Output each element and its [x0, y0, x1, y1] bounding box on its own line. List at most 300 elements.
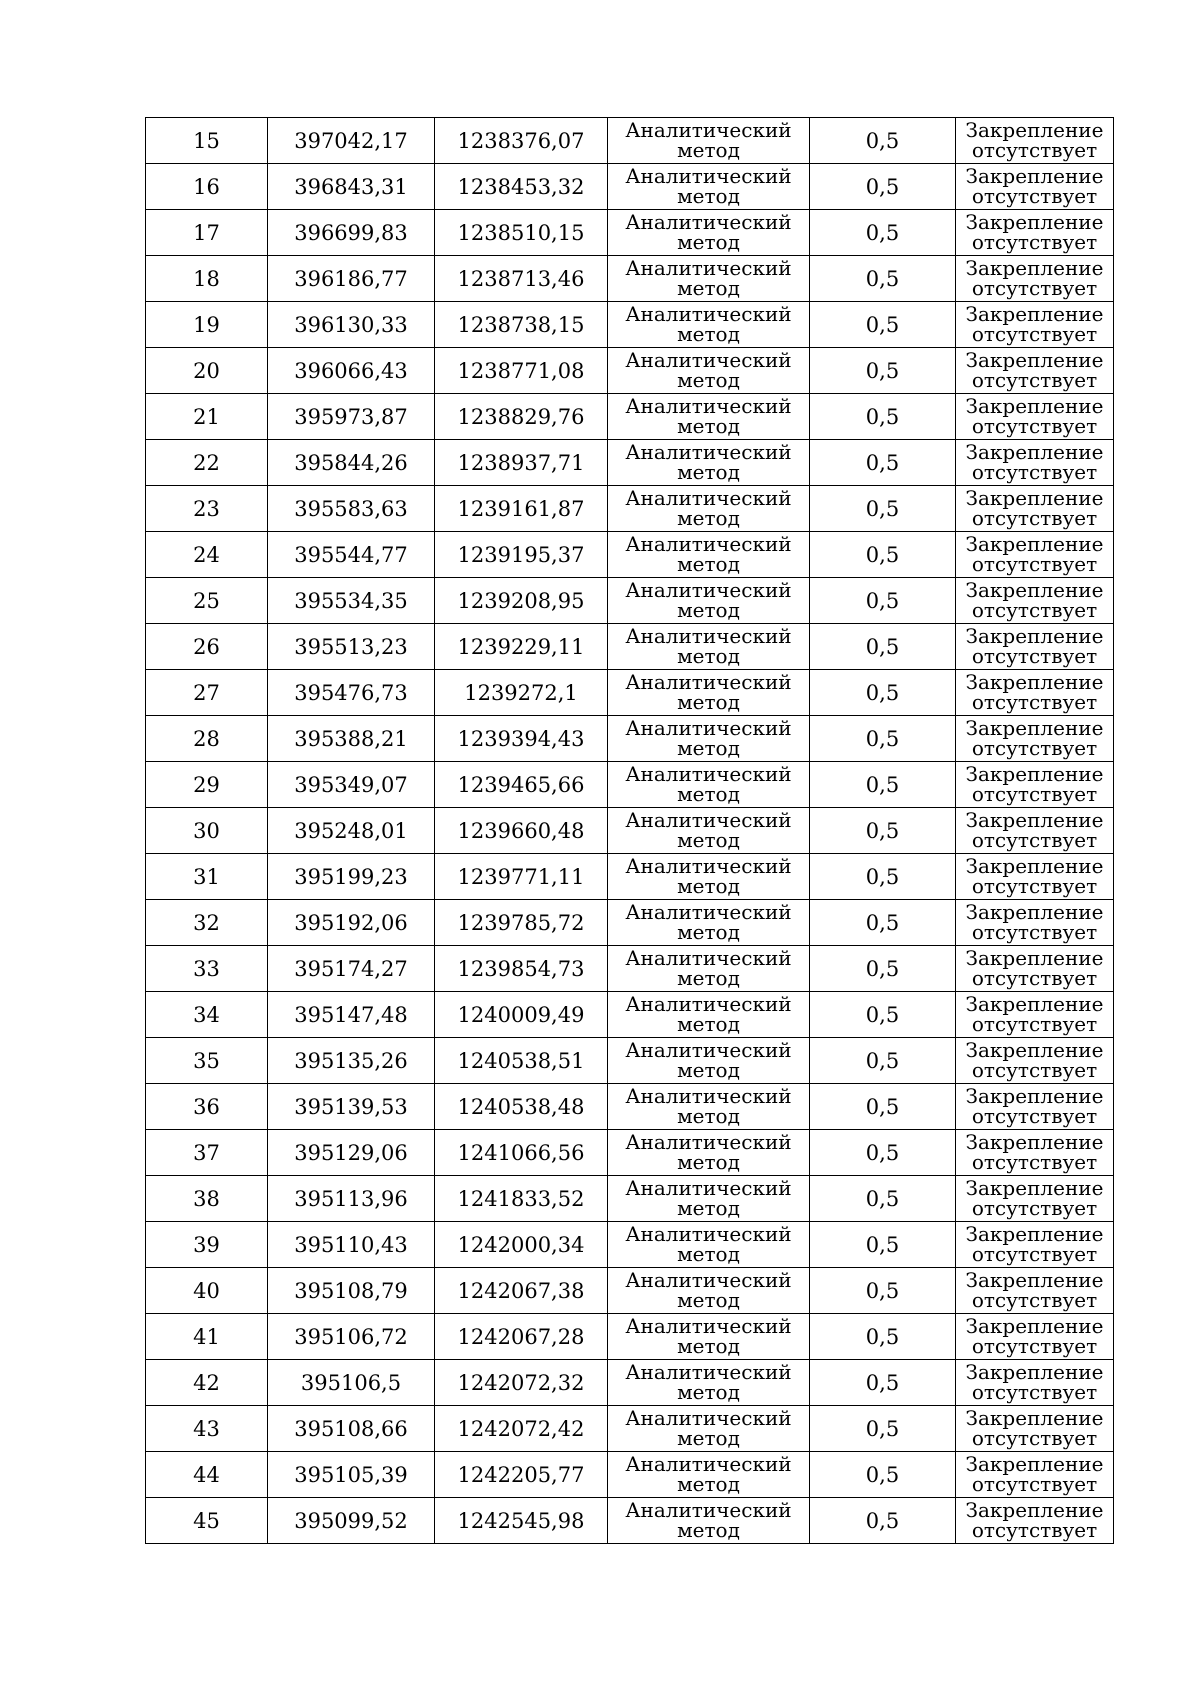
method-line-1: Аналитический: [625, 532, 792, 556]
fixation-line-1: Закрепление: [965, 1314, 1104, 1338]
fixation-cell: [956, 578, 1114, 624]
accuracy-cell: [810, 394, 956, 440]
point-number: 37: [193, 1140, 220, 1165]
method-cell: [608, 624, 810, 670]
point-number: 17: [193, 220, 220, 245]
accuracy-cell: [810, 440, 956, 486]
y-coordinate-cell: [435, 302, 608, 348]
fixation-text: [966, 1316, 1104, 1356]
x-coordinate-cell: [268, 716, 435, 762]
method-cell: [608, 210, 810, 256]
method-line-1: Аналитический: [625, 486, 792, 510]
point-number: 40: [193, 1278, 220, 1303]
method-line-2: метод: [677, 1196, 740, 1220]
point-number-cell: [146, 762, 268, 808]
fixation-line-1: Закрепление: [965, 302, 1104, 326]
fixation-cell: [956, 1268, 1114, 1314]
table-row: [146, 716, 1114, 762]
method-line-1: Аналитический: [625, 256, 792, 280]
fixation-line-1: Закрепление: [965, 256, 1104, 280]
x-coordinate: 395534,35: [294, 588, 408, 613]
point-number: 36: [193, 1094, 220, 1119]
accuracy-cell: [810, 1176, 956, 1222]
method-cell: [608, 1130, 810, 1176]
point-number: 20: [193, 358, 220, 383]
fixation-cell: [956, 1498, 1114, 1544]
table-row: [146, 670, 1114, 716]
method-cell: [608, 1268, 810, 1314]
point-number: 24: [193, 542, 220, 567]
fixation-line-1: Закрепление: [965, 1130, 1104, 1154]
method-text: [625, 534, 791, 574]
point-number: 27: [193, 680, 220, 705]
x-coordinate: 396066,43: [294, 358, 408, 383]
fixation-text: [966, 1086, 1104, 1126]
table-row: [146, 486, 1114, 532]
method-line-2: метод: [677, 1242, 740, 1266]
coordinates-table: [145, 117, 1114, 1544]
method-cell: [608, 348, 810, 394]
point-number-cell: [146, 624, 268, 670]
fixation-text: [966, 212, 1104, 252]
method-line-2: метод: [677, 1058, 740, 1082]
method-text: [625, 396, 791, 436]
x-coordinate-cell: [268, 210, 435, 256]
y-coordinate: 1239229,11: [457, 634, 585, 659]
x-coordinate-cell: [268, 808, 435, 854]
accuracy-value: 0,5: [865, 1094, 900, 1119]
x-coordinate: 395349,07: [294, 772, 408, 797]
fixation-text: [966, 350, 1104, 390]
x-coordinate: 396843,31: [294, 174, 408, 199]
fixation-line-2: отсутствует: [971, 1334, 1098, 1358]
point-number-cell: [146, 348, 268, 394]
accuracy-value: 0,5: [865, 542, 900, 567]
point-number-cell: [146, 1084, 268, 1130]
method-line-2: метод: [677, 552, 740, 576]
y-coordinate-cell: [435, 762, 608, 808]
accuracy-cell: [810, 1084, 956, 1130]
table-row: [146, 1406, 1114, 1452]
method-line-1: Аналитический: [625, 1268, 792, 1292]
point-number: 43: [193, 1416, 220, 1441]
point-number: 31: [193, 864, 220, 889]
table-row: [146, 256, 1114, 302]
fixation-cell: [956, 1176, 1114, 1222]
table-row: [146, 1360, 1114, 1406]
point-number-cell: [146, 440, 268, 486]
accuracy-cell: [810, 256, 956, 302]
y-coordinate: 1238376,07: [457, 128, 585, 153]
fixation-line-2: отсутствует: [971, 1104, 1098, 1128]
method-text: [625, 672, 791, 712]
fixation-line-2: отсутствует: [971, 276, 1098, 300]
method-text: [625, 810, 791, 850]
fixation-line-1: Закрепление: [965, 1360, 1104, 1384]
method-line-2: метод: [677, 414, 740, 438]
fixation-text: [966, 718, 1104, 758]
x-coordinate-cell: [268, 1498, 435, 1544]
x-coordinate-cell: [268, 256, 435, 302]
accuracy-value: 0,5: [865, 956, 900, 981]
method-cell: [608, 808, 810, 854]
method-cell: [608, 1498, 810, 1544]
point-number: 39: [193, 1232, 220, 1257]
fixation-line-2: отсутствует: [971, 1012, 1098, 1036]
accuracy-value: 0,5: [865, 266, 900, 291]
y-coordinate-cell: [435, 1038, 608, 1084]
method-cell: [608, 670, 810, 716]
method-cell: [608, 440, 810, 486]
method-line-1: Аналитический: [625, 394, 792, 418]
x-coordinate: 395476,73: [294, 680, 408, 705]
x-coordinate: 395147,48: [294, 1002, 408, 1027]
method-line-2: метод: [677, 736, 740, 760]
method-cell: [608, 578, 810, 624]
table-row: [146, 164, 1114, 210]
method-cell: [608, 854, 810, 900]
method-line-1: Аналитический: [625, 302, 792, 326]
x-coordinate-cell: [268, 486, 435, 532]
fixation-line-1: Закрепление: [965, 1084, 1104, 1108]
method-text: [625, 1224, 791, 1264]
method-line-2: метод: [677, 276, 740, 300]
accuracy-value: 0,5: [865, 1278, 900, 1303]
table-row: [146, 302, 1114, 348]
fixation-cell: [956, 1452, 1114, 1498]
x-coordinate: 395110,43: [294, 1232, 408, 1257]
method-cell: [608, 1452, 810, 1498]
y-coordinate-cell: [435, 1130, 608, 1176]
accuracy-cell: [810, 302, 956, 348]
accuracy-cell: [810, 164, 956, 210]
fixation-text: [966, 488, 1104, 528]
method-line-2: метод: [677, 368, 740, 392]
fixation-line-1: Закрепление: [965, 854, 1104, 878]
fixation-cell: [956, 624, 1114, 670]
fixation-cell: [956, 1406, 1114, 1452]
method-text: [625, 1270, 791, 1310]
fixation-line-1: Закрепление: [965, 1222, 1104, 1246]
method-line-1: Аналитический: [625, 762, 792, 786]
method-line-2: метод: [677, 874, 740, 898]
accuracy-value: 0,5: [865, 634, 900, 659]
table-row: [146, 1130, 1114, 1176]
fixation-line-2: отсутствует: [971, 1242, 1098, 1266]
fixation-text: [966, 120, 1104, 160]
table-row: [146, 1176, 1114, 1222]
method-line-2: метод: [677, 1472, 740, 1496]
fixation-cell: [956, 164, 1114, 210]
fixation-line-2: отсутствует: [971, 874, 1098, 898]
table-row: [146, 1038, 1114, 1084]
fixation-line-2: отсутствует: [971, 1196, 1098, 1220]
x-coordinate: 397042,17: [294, 128, 408, 153]
point-number: 28: [193, 726, 220, 751]
method-cell: [608, 1222, 810, 1268]
point-number-cell: [146, 808, 268, 854]
table-row: [146, 394, 1114, 440]
fixation-line-2: отсутствует: [971, 506, 1098, 530]
method-cell: [608, 1406, 810, 1452]
x-coordinate-cell: [268, 1314, 435, 1360]
x-coordinate: 395113,96: [294, 1186, 408, 1211]
fixation-cell: [956, 394, 1114, 440]
table-row: [146, 348, 1114, 394]
fixation-line-1: Закрепление: [965, 394, 1104, 418]
y-coordinate: 1240538,48: [457, 1094, 585, 1119]
table-row: [146, 762, 1114, 808]
method-text: [625, 948, 791, 988]
y-coordinate: 1242072,32: [457, 1370, 585, 1395]
fixation-text: [966, 948, 1104, 988]
fixation-cell: [956, 808, 1114, 854]
table-row: [146, 624, 1114, 670]
method-line-1: Аналитический: [625, 348, 792, 372]
point-number: 34: [193, 1002, 220, 1027]
method-line-2: метод: [677, 1518, 740, 1542]
accuracy-value: 0,5: [865, 220, 900, 245]
method-line-1: Аналитический: [625, 164, 792, 188]
x-coordinate: 396699,83: [294, 220, 408, 245]
accuracy-value: 0,5: [865, 1370, 900, 1395]
table-row: [146, 532, 1114, 578]
fixation-line-1: Закрепление: [965, 762, 1104, 786]
point-number-cell: [146, 1406, 268, 1452]
method-text: [625, 1454, 791, 1494]
point-number: 19: [193, 312, 220, 337]
x-coordinate: 395108,66: [294, 1416, 408, 1441]
fixation-line-1: Закрепление: [965, 578, 1104, 602]
method-cell: [608, 1038, 810, 1084]
accuracy-cell: [810, 1498, 956, 1544]
fixation-line-2: отсутствует: [971, 552, 1098, 576]
fixation-cell: [956, 118, 1114, 164]
fixation-cell: [956, 1130, 1114, 1176]
y-coordinate-cell: [435, 1176, 608, 1222]
method-line-1: Аналитический: [625, 210, 792, 234]
method-line-1: Аналитический: [625, 1452, 792, 1476]
accuracy-cell: [810, 624, 956, 670]
method-line-1: Аналитический: [625, 118, 792, 142]
fixation-line-2: отсутствует: [971, 828, 1098, 852]
method-text: [625, 1500, 791, 1540]
y-coordinate-cell: [435, 394, 608, 440]
fixation-line-2: отсутствует: [971, 138, 1098, 162]
method-line-1: Аналитический: [625, 1406, 792, 1430]
fixation-text: [966, 1132, 1104, 1172]
fixation-text: [966, 396, 1104, 436]
point-number-cell: [146, 1130, 268, 1176]
accuracy-cell: [810, 1222, 956, 1268]
y-coordinate: 1242000,34: [457, 1232, 585, 1257]
y-coordinate: 1238713,46: [457, 266, 585, 291]
y-coordinate: 1241066,56: [457, 1140, 585, 1165]
y-coordinate-cell: [435, 900, 608, 946]
accuracy-cell: [810, 210, 956, 256]
point-number-cell: [146, 532, 268, 578]
method-text: [625, 212, 791, 252]
accuracy-cell: [810, 762, 956, 808]
table-row: [146, 1452, 1114, 1498]
method-line-1: Аналитический: [625, 440, 792, 464]
point-number: 26: [193, 634, 220, 659]
y-coordinate: 1238937,71: [457, 450, 585, 475]
x-coordinate: 395248,01: [294, 818, 408, 843]
x-coordinate-cell: [268, 670, 435, 716]
y-coordinate: 1238510,15: [457, 220, 585, 245]
accuracy-cell: [810, 670, 956, 716]
method-text: [625, 1040, 791, 1080]
fixation-text: [966, 166, 1104, 206]
method-cell: [608, 1360, 810, 1406]
method-line-2: метод: [677, 828, 740, 852]
point-number: 25: [193, 588, 220, 613]
point-number: 15: [193, 128, 220, 153]
method-line-1: Аналитический: [625, 854, 792, 878]
fixation-cell: [956, 900, 1114, 946]
point-number-cell: [146, 302, 268, 348]
method-line-2: метод: [677, 138, 740, 162]
fixation-cell: [956, 1084, 1114, 1130]
fixation-line-2: отсутствует: [971, 690, 1098, 714]
accuracy-value: 0,5: [865, 1186, 900, 1211]
accuracy-value: 0,5: [865, 1002, 900, 1027]
point-number-cell: [146, 992, 268, 1038]
point-number-cell: [146, 946, 268, 992]
table-row: [146, 578, 1114, 624]
method-line-1: Аналитический: [625, 670, 792, 694]
x-coordinate: 396130,33: [294, 312, 408, 337]
method-text: [625, 1086, 791, 1126]
table-body: [146, 118, 1114, 1544]
method-line-2: метод: [677, 1012, 740, 1036]
method-text: [625, 1178, 791, 1218]
method-line-1: Аналитический: [625, 1130, 792, 1154]
method-line-2: метод: [677, 230, 740, 254]
accuracy-value: 0,5: [865, 588, 900, 613]
fixation-line-2: отсутствует: [971, 368, 1098, 392]
point-number: 32: [193, 910, 220, 935]
fixation-text: [966, 994, 1104, 1034]
point-number-cell: [146, 670, 268, 716]
accuracy-value: 0,5: [865, 1508, 900, 1533]
fixation-line-1: Закрепление: [965, 624, 1104, 648]
fixation-cell: [956, 440, 1114, 486]
accuracy-cell: [810, 486, 956, 532]
point-number-cell: [146, 1222, 268, 1268]
method-line-2: метод: [677, 506, 740, 530]
method-cell: [608, 1176, 810, 1222]
fixation-line-2: отсутствует: [971, 644, 1098, 668]
method-line-1: Аналитический: [625, 992, 792, 1016]
method-line-1: Аналитический: [625, 578, 792, 602]
x-coordinate-cell: [268, 394, 435, 440]
y-coordinate-cell: [435, 1084, 608, 1130]
y-coordinate: 1242545,98: [457, 1508, 585, 1533]
y-coordinate-cell: [435, 808, 608, 854]
point-number: 16: [193, 174, 220, 199]
y-coordinate-cell: [435, 1498, 608, 1544]
y-coordinate-cell: [435, 118, 608, 164]
fixation-text: [966, 1178, 1104, 1218]
x-coordinate-cell: [268, 532, 435, 578]
method-cell: [608, 946, 810, 992]
x-coordinate-cell: [268, 348, 435, 394]
y-coordinate-cell: [435, 486, 608, 532]
fixation-text: [966, 626, 1104, 666]
point-number-cell: [146, 1360, 268, 1406]
method-text: [625, 764, 791, 804]
y-coordinate: 1239161,87: [457, 496, 585, 521]
method-line-1: Аналитический: [625, 1176, 792, 1200]
method-cell: [608, 302, 810, 348]
accuracy-cell: [810, 992, 956, 1038]
fixation-cell: [956, 1038, 1114, 1084]
fixation-line-2: отсутствует: [971, 1150, 1098, 1174]
y-coordinate: 1242205,77: [457, 1462, 585, 1487]
fixation-line-2: отсутствует: [971, 460, 1098, 484]
x-coordinate-cell: [268, 992, 435, 1038]
point-number-cell: [146, 1314, 268, 1360]
method-text: [625, 1316, 791, 1356]
method-line-2: метод: [677, 966, 740, 990]
table-row: [146, 118, 1114, 164]
x-coordinate-cell: [268, 578, 435, 624]
accuracy-cell: [810, 532, 956, 578]
point-number-cell: [146, 394, 268, 440]
x-coordinate-cell: [268, 302, 435, 348]
x-coordinate: 395388,21: [294, 726, 408, 751]
y-coordinate: 1242067,38: [457, 1278, 585, 1303]
accuracy-value: 0,5: [865, 864, 900, 889]
method-line-2: метод: [677, 1426, 740, 1450]
accuracy-cell: [810, 946, 956, 992]
y-coordinate: 1239394,43: [457, 726, 585, 751]
x-coordinate-cell: [268, 946, 435, 992]
y-coordinate-cell: [435, 256, 608, 302]
y-coordinate: 1238453,32: [457, 174, 585, 199]
fixation-line-2: отсутствует: [971, 1380, 1098, 1404]
method-cell: [608, 256, 810, 302]
y-coordinate: 1239785,72: [457, 910, 585, 935]
y-coordinate: 1240009,49: [457, 1002, 585, 1027]
method-line-1: Аналитический: [625, 1222, 792, 1246]
fixation-text: [966, 856, 1104, 896]
point-number: 29: [193, 772, 220, 797]
accuracy-cell: [810, 1314, 956, 1360]
method-line-1: Аналитический: [625, 1314, 792, 1338]
method-line-2: метод: [677, 184, 740, 208]
point-number-cell: [146, 486, 268, 532]
accuracy-cell: [810, 348, 956, 394]
fixation-cell: [956, 256, 1114, 302]
fixation-text: [966, 1408, 1104, 1448]
fixation-text: [966, 1454, 1104, 1494]
accuracy-value: 0,5: [865, 1324, 900, 1349]
fixation-line-2: отсутствует: [971, 598, 1098, 622]
method-line-2: метод: [677, 920, 740, 944]
x-coordinate-cell: [268, 762, 435, 808]
method-line-2: метод: [677, 782, 740, 806]
point-number-cell: [146, 1498, 268, 1544]
fixation-line-1: Закрепление: [965, 900, 1104, 924]
method-line-1: Аналитический: [625, 808, 792, 832]
method-line-2: метод: [677, 1104, 740, 1128]
method-line-2: метод: [677, 598, 740, 622]
method-cell: [608, 762, 810, 808]
accuracy-cell: [810, 1406, 956, 1452]
